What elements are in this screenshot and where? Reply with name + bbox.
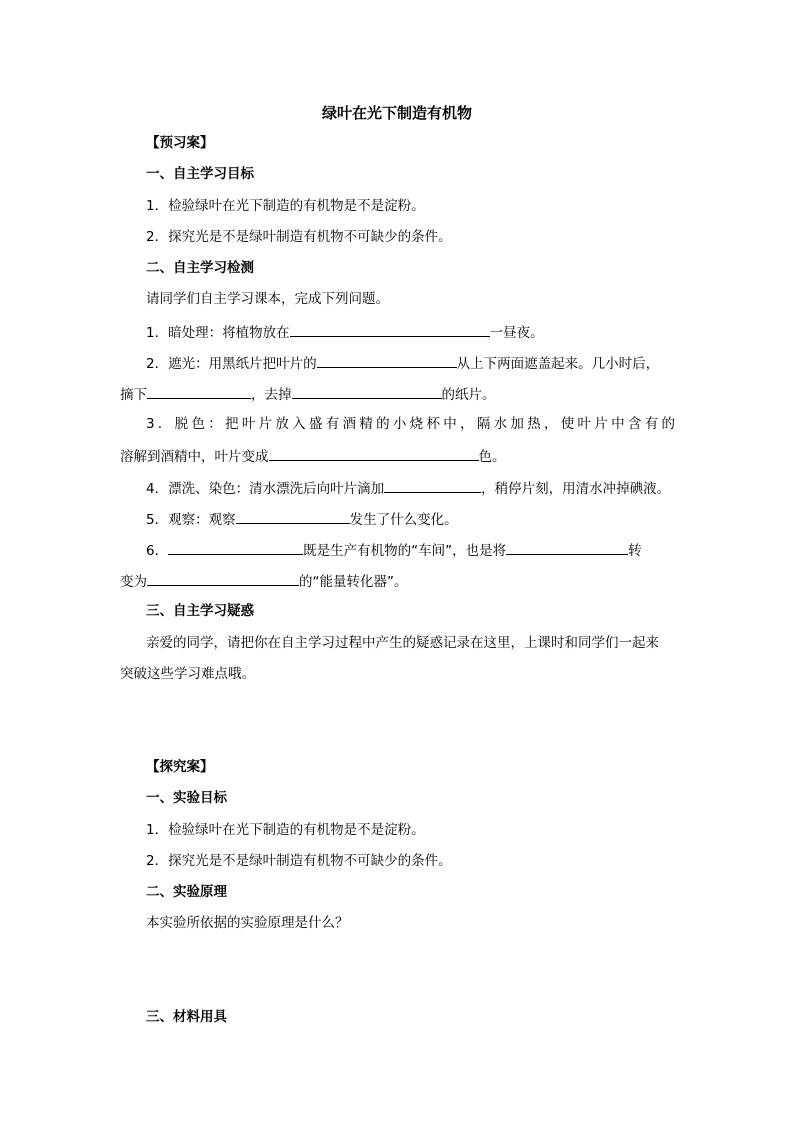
- question-1: [146, 322, 794, 342]
- fill-blank[interactable]: [236, 509, 350, 524]
- question-6-text-e: 的“能量转化器”。: [299, 574, 408, 590]
- preview-section1-heading: 一、自主学习目标: [146, 166, 254, 182]
- preview-goal-2: 2．探究光是不是绿叶制造有机物不可缺少的条件。: [146, 229, 452, 245]
- explore-section3-heading: 三、材料用具: [146, 1009, 227, 1025]
- question-3-text-c: 色。: [478, 449, 506, 465]
- question-6-text-b: 既是生产有机物的“车间”，也是将: [303, 543, 507, 559]
- fill-blank[interactable]: [290, 322, 490, 337]
- question-2-cont: [120, 384, 794, 404]
- question-6-cont: [120, 571, 794, 591]
- question-2-text-b: 从上下两面遮盖起来。几小时后，: [456, 356, 660, 372]
- preview-goal-1: 1．检验绿叶在光下制造的有机物是不是淀粉。: [146, 198, 425, 214]
- explore-section2-text: 本实验所依据的实验原理是什么？: [146, 915, 349, 931]
- question-6-text-c: 转: [628, 543, 642, 559]
- explore-goal-2: 2．探究光是不是绿叶制造有机物不可缺少的条件。: [146, 853, 452, 869]
- question-3-text-b: 溶解到酒精中，叶片变成: [120, 449, 269, 465]
- question-2-text-a: 2．遮光：用黑纸片把叶片的: [146, 356, 317, 372]
- fill-blank[interactable]: [147, 571, 299, 586]
- fill-blank[interactable]: [292, 384, 442, 399]
- explore-header: 【探究案】: [146, 759, 214, 775]
- question-6: [146, 540, 794, 560]
- question-2-text-c: 摘下: [120, 387, 147, 403]
- question-2: [146, 353, 794, 373]
- preview-section3-text-1: 亲爱的同学，请把你在自主学习过程中产生的疑惑记录在这里，上课时和同学们一起来: [146, 635, 659, 651]
- fill-blank[interactable]: [384, 478, 481, 493]
- question-2-text-d: ，去掉: [251, 387, 292, 403]
- question-4-text-b: ，稍停片刻，用清水冲掉碘液。: [481, 481, 671, 497]
- preview-section3-text-2: 突破这些学习难点哦。: [120, 666, 255, 682]
- fill-blank[interactable]: [317, 353, 457, 368]
- question-2-text-e: 的纸片。: [441, 387, 496, 403]
- question-3-text-a: 3．脱色：把叶片放入盛有酒精的小烧杯中，隔水加热，使叶片中含有的: [146, 416, 675, 432]
- question-5: [146, 509, 794, 529]
- question-4: [146, 478, 794, 498]
- fill-blank[interactable]: [269, 446, 479, 461]
- question-1-text-a: 1．暗处理：将植物放在: [146, 325, 290, 341]
- fill-blank[interactable]: [147, 384, 251, 399]
- fill-blank[interactable]: [506, 540, 628, 555]
- explore-section2-heading: 二、实验原理: [146, 884, 227, 900]
- preview-header: 【预习案】: [146, 135, 214, 151]
- explore-section1-heading: 一、实验目标: [146, 790, 227, 806]
- explore-goal-1: 1．检验绿叶在光下制造的有机物是不是淀粉。: [146, 822, 425, 838]
- question-4-text-a: 4．漂洗、染色：清水漂洗后向叶片滴加: [146, 481, 385, 497]
- question-5-text-a: 5．观察：观察: [146, 512, 236, 528]
- preview-section2-intro: 请同学们自主学习课本，完成下列问题。: [146, 291, 389, 307]
- preview-section3-heading: 三、自主学习疑惑: [146, 603, 254, 619]
- question-6-text-d: 变为: [120, 574, 147, 590]
- question-6-text-a: 6．: [146, 543, 169, 559]
- question-5-text-b: 发生了什么变化。: [349, 512, 458, 528]
- preview-section2-heading: 二、自主学习检测: [146, 260, 254, 276]
- question-3-cont: [120, 446, 794, 466]
- fill-blank[interactable]: [168, 540, 303, 555]
- page-title: 绿叶在光下制造有机物: [321, 104, 472, 122]
- question-1-text-b: 一昼夜。: [489, 325, 544, 341]
